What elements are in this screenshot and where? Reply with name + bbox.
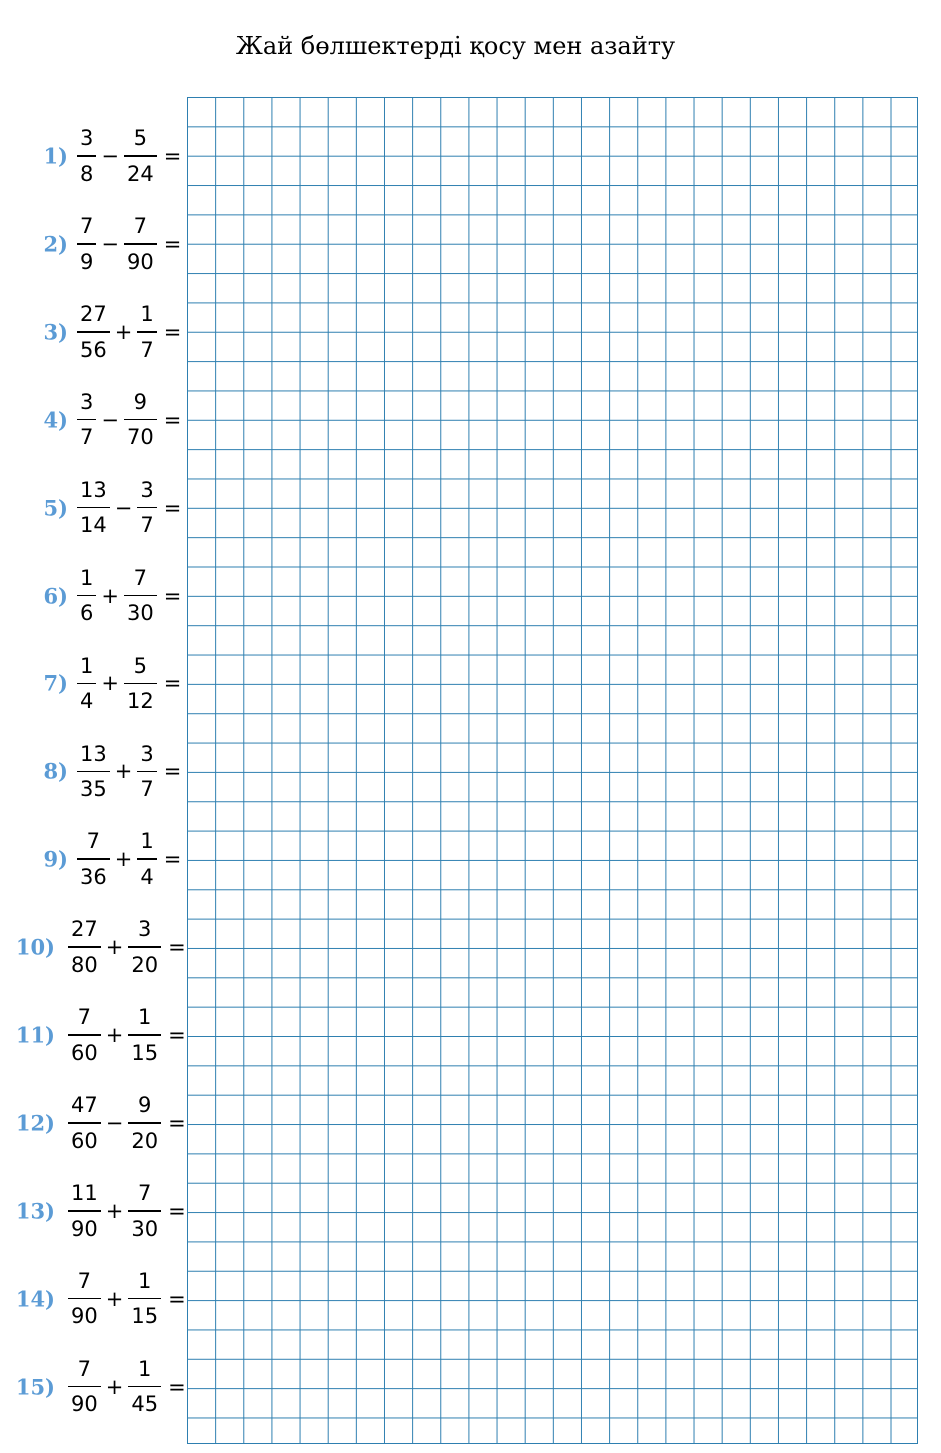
equals-sign: = bbox=[168, 1110, 186, 1135]
numerator: 11 bbox=[71, 1181, 98, 1206]
fraction-bar bbox=[128, 1386, 161, 1388]
problem-row bbox=[0, 648, 187, 718]
fraction-bar bbox=[124, 419, 157, 421]
numerator: 1 bbox=[140, 829, 154, 854]
operator: + bbox=[114, 759, 133, 784]
denominator: 90 bbox=[71, 1304, 98, 1329]
problem-row bbox=[0, 385, 187, 455]
numerator: 27 bbox=[80, 302, 107, 327]
fraction-b bbox=[124, 565, 157, 627]
fraction-b bbox=[137, 477, 156, 539]
problem-expression bbox=[75, 209, 181, 279]
equals-sign: = bbox=[168, 1023, 186, 1047]
denominator: 7 bbox=[140, 337, 154, 362]
fraction-a bbox=[77, 301, 110, 363]
fraction-bar bbox=[77, 507, 110, 509]
operator: − bbox=[101, 144, 119, 168]
equals-sign: = bbox=[163, 407, 182, 432]
denominator: 7 bbox=[80, 425, 94, 450]
fraction-a bbox=[68, 1356, 101, 1418]
numerator: 3 bbox=[80, 389, 94, 414]
numerator: 1 bbox=[138, 1356, 152, 1381]
fraction-b bbox=[128, 1004, 161, 1066]
problem-row bbox=[0, 209, 187, 279]
equals-sign: = bbox=[163, 231, 182, 256]
fraction-b bbox=[128, 1356, 161, 1418]
denominator: 56 bbox=[80, 337, 107, 362]
fraction-bar bbox=[128, 1210, 161, 1212]
problem-expression bbox=[75, 121, 181, 191]
denominator: 60 bbox=[71, 1040, 98, 1065]
fraction-b bbox=[128, 1268, 161, 1330]
fraction-a bbox=[77, 477, 110, 539]
fraction-bar bbox=[124, 243, 157, 245]
fraction-bar bbox=[77, 243, 96, 245]
numerator: 7 bbox=[77, 1356, 92, 1381]
denominator: 7 bbox=[140, 513, 154, 538]
equals-sign: = bbox=[163, 495, 182, 520]
denominator: 90 bbox=[126, 249, 154, 274]
problem-expression bbox=[75, 561, 181, 631]
fraction-bar bbox=[68, 1122, 101, 1124]
denominator: 8 bbox=[80, 161, 94, 186]
problem-expression bbox=[66, 1352, 186, 1422]
answer-grid[interactable] bbox=[187, 97, 918, 1444]
problem-row bbox=[0, 121, 187, 191]
problem-number: 7) bbox=[43, 670, 68, 696]
operator: − bbox=[101, 231, 119, 256]
operator: + bbox=[101, 671, 119, 696]
fraction-a bbox=[77, 828, 110, 890]
fraction-a bbox=[68, 916, 101, 978]
fraction-bar bbox=[77, 155, 96, 157]
denominator: 24 bbox=[126, 161, 154, 186]
fraction-bar bbox=[137, 771, 156, 773]
fraction-b bbox=[124, 389, 157, 451]
operator: + bbox=[105, 935, 124, 960]
fraction-a bbox=[68, 1092, 101, 1154]
problem-row bbox=[0, 561, 187, 631]
numerator: 7 bbox=[133, 214, 148, 239]
fraction-bar bbox=[128, 1298, 161, 1300]
equals-sign: = bbox=[163, 759, 182, 784]
problem-number: 14) bbox=[15, 1286, 55, 1312]
problem-number: 15) bbox=[15, 1374, 55, 1400]
operator: + bbox=[105, 1198, 124, 1223]
problem-expression bbox=[75, 385, 181, 455]
numerator: 1 bbox=[80, 565, 94, 590]
numerator: 1 bbox=[138, 1268, 152, 1293]
problem-expression bbox=[75, 473, 181, 543]
fraction-bar bbox=[128, 1034, 161, 1036]
fraction-b bbox=[137, 301, 156, 363]
problem-expression bbox=[66, 1088, 186, 1158]
fraction-b bbox=[124, 653, 157, 715]
operator: + bbox=[114, 847, 133, 872]
operator: − bbox=[114, 495, 133, 520]
numerator: 3 bbox=[80, 126, 94, 151]
fraction-bar bbox=[77, 419, 96, 421]
fraction-a bbox=[77, 653, 96, 715]
fraction-bar bbox=[68, 1210, 101, 1212]
denominator: 30 bbox=[126, 601, 154, 626]
fraction-b bbox=[124, 125, 157, 187]
problem-expression bbox=[75, 648, 181, 718]
equals-sign: = bbox=[168, 935, 186, 960]
fraction-bar bbox=[68, 1298, 101, 1300]
fraction-bar bbox=[77, 595, 96, 597]
denominator: 4 bbox=[80, 689, 94, 714]
fraction-bar bbox=[124, 683, 157, 685]
fraction-b bbox=[128, 916, 161, 978]
problem-expression bbox=[75, 736, 181, 806]
denominator: 36 bbox=[80, 864, 107, 889]
problem-row bbox=[0, 1088, 187, 1158]
fraction-bar bbox=[77, 858, 110, 860]
numerator: 3 bbox=[140, 477, 154, 502]
fraction-bar bbox=[137, 331, 156, 333]
operator: + bbox=[105, 1374, 124, 1399]
numerator: 27 bbox=[71, 917, 98, 942]
problem-expression bbox=[75, 297, 181, 367]
denominator: 90 bbox=[71, 1392, 98, 1417]
fraction-bar bbox=[137, 507, 156, 509]
fraction-bar bbox=[124, 155, 157, 157]
numerator: 3 bbox=[138, 917, 152, 942]
fraction-a bbox=[77, 741, 110, 803]
problem-row bbox=[0, 912, 187, 982]
numerator: 9 bbox=[133, 389, 148, 414]
fraction-bar bbox=[128, 1122, 161, 1124]
equals-sign: = bbox=[163, 671, 182, 696]
numerator: 7 bbox=[138, 1181, 152, 1206]
numerator: 13 bbox=[80, 741, 107, 766]
numerator: 7 bbox=[133, 565, 148, 590]
problem-expression bbox=[66, 1264, 186, 1334]
denominator: 90 bbox=[71, 1216, 98, 1241]
operator: − bbox=[105, 1110, 124, 1135]
problem-number: 3) bbox=[43, 319, 68, 345]
denominator: 70 bbox=[126, 425, 154, 450]
fraction-bar bbox=[68, 946, 101, 948]
problem-row bbox=[0, 736, 187, 806]
fraction-bar bbox=[68, 1386, 101, 1388]
problem-row bbox=[0, 297, 187, 367]
equals-sign: = bbox=[168, 1198, 186, 1223]
fraction-bar bbox=[137, 858, 156, 860]
fraction-a bbox=[77, 565, 96, 627]
numerator: 5 bbox=[133, 653, 148, 678]
denominator: 20 bbox=[131, 952, 159, 977]
operator: + bbox=[114, 319, 133, 344]
denominator: 15 bbox=[131, 1040, 159, 1065]
fraction-b bbox=[137, 741, 156, 803]
fraction-a bbox=[77, 389, 96, 451]
problem-number: 9) bbox=[43, 846, 68, 872]
fraction-bar bbox=[128, 946, 161, 948]
numerator: 1 bbox=[140, 302, 154, 327]
problem-number: 11) bbox=[15, 1022, 55, 1048]
fraction-b bbox=[124, 213, 157, 275]
problem-row bbox=[0, 473, 187, 543]
problem-number: 6) bbox=[43, 583, 68, 608]
problem-expression bbox=[66, 1176, 186, 1246]
numerator: 1 bbox=[80, 653, 94, 678]
problem-row bbox=[0, 1264, 187, 1334]
fraction-bar bbox=[124, 595, 157, 597]
numerator: 7 bbox=[80, 214, 94, 239]
equals-sign: = bbox=[168, 1286, 186, 1311]
problem-expression bbox=[66, 912, 186, 982]
problem-row bbox=[0, 1352, 187, 1422]
problem-number: 8) bbox=[43, 758, 68, 784]
operator: + bbox=[105, 1023, 124, 1047]
fraction-a bbox=[77, 213, 96, 275]
denominator: 12 bbox=[126, 689, 154, 714]
fraction-a bbox=[68, 1268, 101, 1330]
numerator: 47 bbox=[71, 1093, 98, 1118]
problem-number: 13) bbox=[15, 1198, 55, 1224]
numerator: 7 bbox=[86, 829, 101, 854]
numerator: 5 bbox=[133, 126, 148, 151]
numerator: 1 bbox=[138, 1005, 152, 1030]
problem-number: 10) bbox=[15, 934, 55, 960]
operator: − bbox=[101, 407, 119, 432]
fraction-b bbox=[137, 828, 156, 890]
problem-row bbox=[0, 824, 187, 894]
fraction-bar bbox=[77, 771, 110, 773]
problem-row bbox=[0, 1000, 187, 1070]
operator: + bbox=[105, 1286, 124, 1311]
denominator: 80 bbox=[71, 952, 98, 977]
denominator: 7 bbox=[140, 777, 154, 802]
fraction-bar bbox=[77, 683, 96, 685]
problem-row bbox=[0, 1176, 187, 1246]
numerator: 9 bbox=[138, 1093, 152, 1118]
fraction-a bbox=[68, 1004, 101, 1066]
denominator: 15 bbox=[131, 1304, 159, 1329]
fraction-a bbox=[77, 125, 96, 187]
problem-expression bbox=[75, 824, 181, 894]
problem-number: 5) bbox=[43, 495, 68, 521]
operator: + bbox=[101, 583, 119, 608]
equals-sign: = bbox=[168, 1374, 186, 1399]
page-title: Жай бөлшектерді қосу мен азайту bbox=[235, 32, 676, 60]
problem-number: 12) bbox=[15, 1110, 55, 1136]
denominator: 6 bbox=[80, 601, 94, 626]
denominator: 14 bbox=[80, 513, 107, 538]
problem-number: 2) bbox=[43, 231, 68, 257]
fraction-b bbox=[128, 1180, 161, 1242]
denominator: 45 bbox=[131, 1392, 159, 1417]
fraction-a bbox=[68, 1180, 101, 1242]
equals-sign: = bbox=[163, 847, 182, 872]
equals-sign: = bbox=[163, 583, 182, 608]
denominator: 30 bbox=[131, 1216, 159, 1241]
denominator: 35 bbox=[80, 777, 107, 802]
numerator: 13 bbox=[80, 477, 107, 502]
problem-number: 1) bbox=[43, 143, 68, 169]
denominator: 20 bbox=[131, 1128, 159, 1153]
fraction-bar bbox=[77, 331, 110, 333]
denominator: 4 bbox=[140, 864, 154, 889]
problem-number: 4) bbox=[43, 407, 68, 433]
fraction-b bbox=[128, 1092, 161, 1154]
equals-sign: = bbox=[163, 144, 182, 168]
denominator: 60 bbox=[71, 1128, 98, 1153]
fraction-bar bbox=[68, 1034, 101, 1036]
numerator: 7 bbox=[77, 1268, 92, 1293]
numerator: 3 bbox=[140, 741, 154, 766]
equals-sign: = bbox=[163, 319, 182, 344]
problem-expression bbox=[66, 1000, 186, 1070]
denominator: 9 bbox=[80, 249, 94, 274]
numerator: 7 bbox=[77, 1005, 92, 1030]
